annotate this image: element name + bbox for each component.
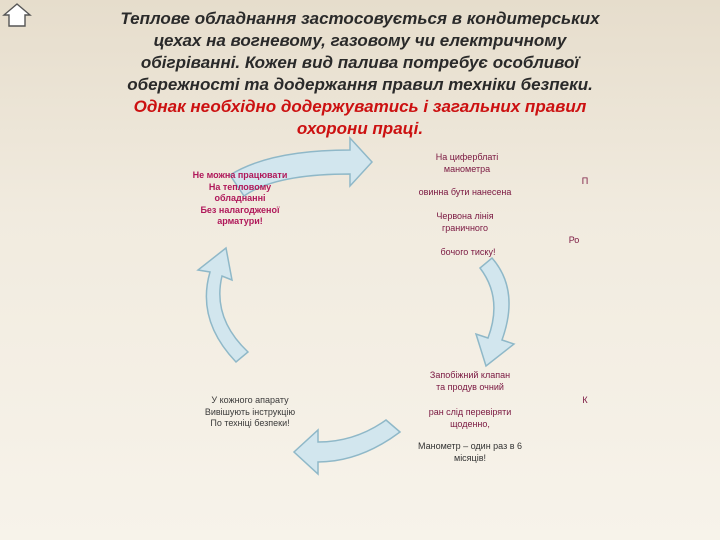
note-bottom-right-k: К	[582, 395, 588, 405]
note-bottom-right-c: Манометр – один раз в 6 місяців!	[418, 441, 522, 463]
title-highlight: Однак необхідно додержуватись і загальних правил охорони праці.	[133, 97, 587, 138]
note-top-right-c: Червона лінія граничного	[436, 211, 494, 233]
arrow-left	[198, 248, 248, 362]
note-bottom-left: У кожного апарату Вивішують інструкцію По техніці безпеки!	[204, 395, 296, 428]
note-top-right-ro: Ро	[568, 235, 580, 245]
note-top-left: Не можна працювати На тепловому обладнанні Без налагодженої арматури!	[192, 170, 288, 226]
note-top-right-p: П	[581, 176, 589, 186]
arrow-right	[476, 258, 514, 366]
note-bottom-right-b: ран слід перевіряти щоденно,	[428, 407, 512, 429]
note-bottom-right-a: Запобіжний клапан та продув очний	[429, 370, 511, 392]
note-top-right-b: овинна бути нанесена	[418, 187, 512, 197]
note-top-right-a: На циферблаті манометра	[435, 152, 499, 174]
title-main: Теплове обладнання застосовується в кондитерських цехах на вогневому, газовому чи електричному обігріванні. Кожен вид палива потребує особливої обережності та додержання правил техніки безпеки.	[120, 9, 600, 94]
note-top-right-d: бочого тиску!	[440, 247, 496, 257]
